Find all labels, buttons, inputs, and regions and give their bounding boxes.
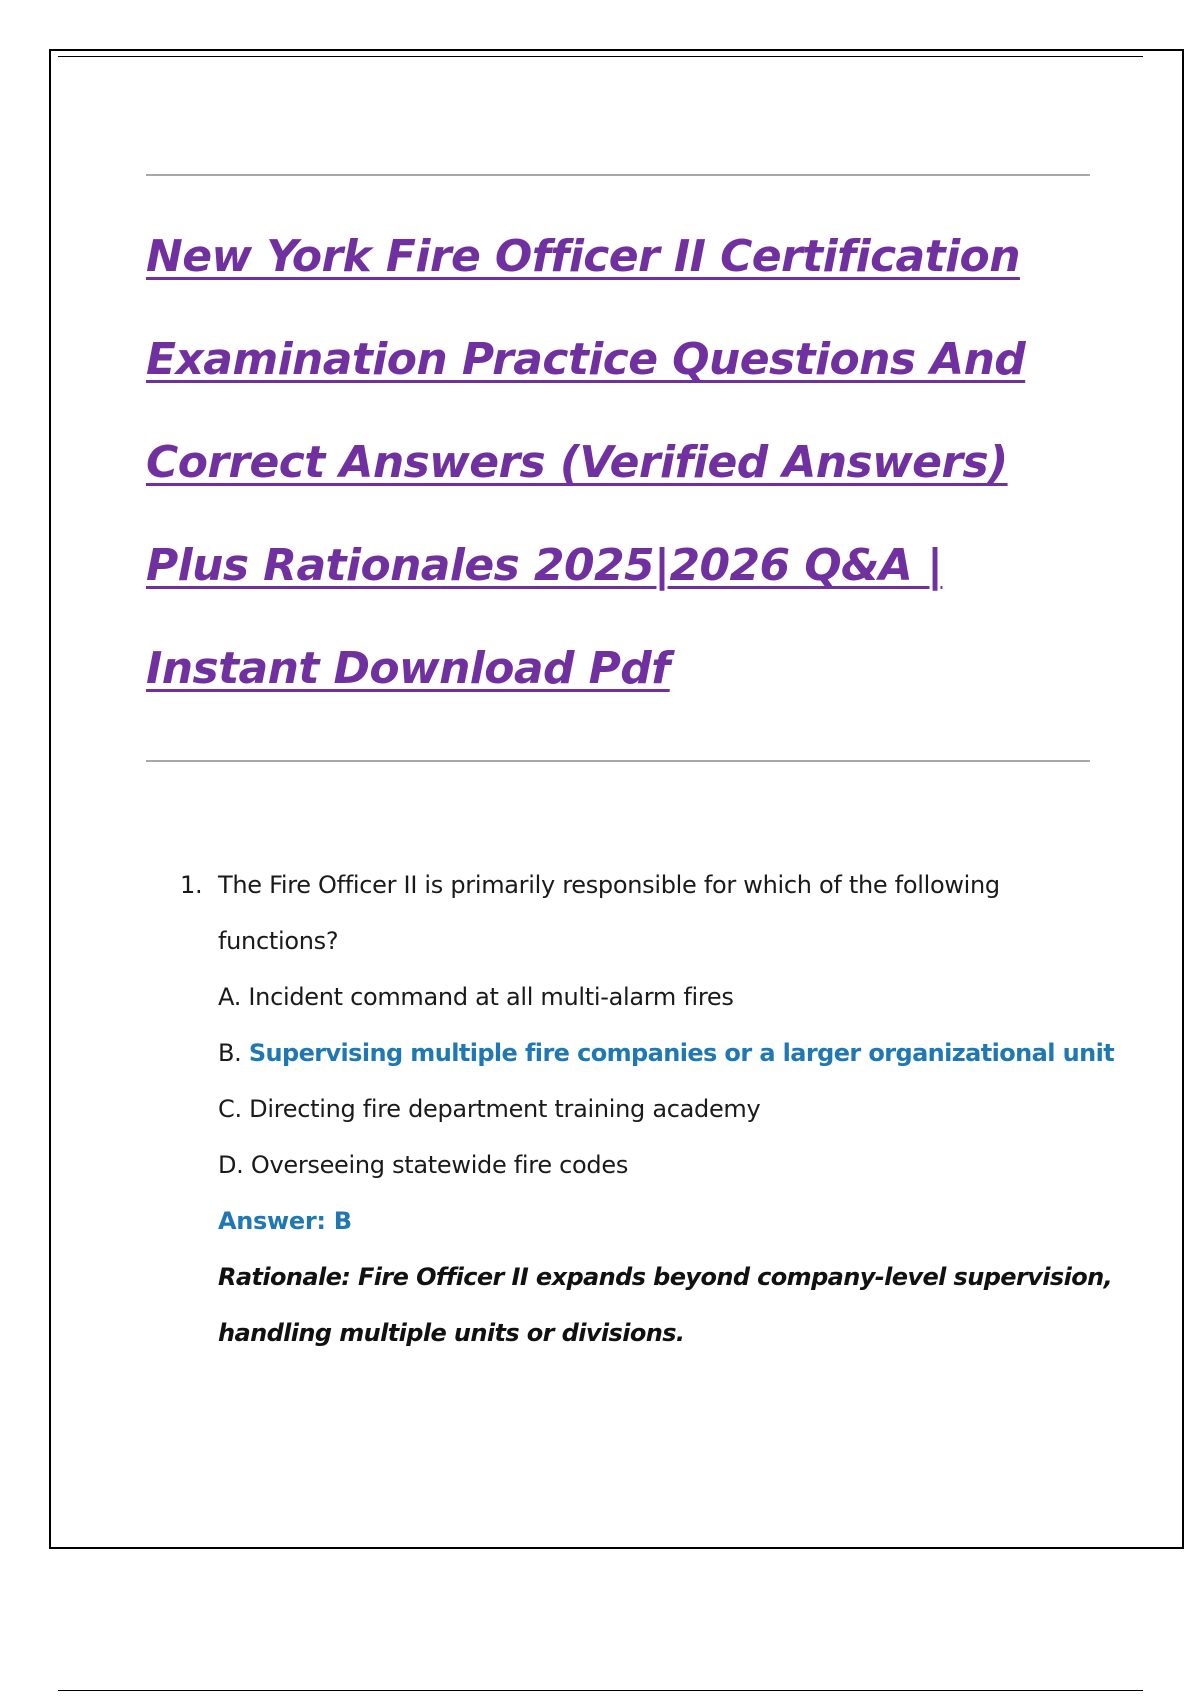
document-title: New York Fire Officer II Certification Examination Practice Questions And Correct Answers (Verified Answers) Plus Rationales 2025|2026 Q&A | Instant Download Pdf	[146, 231, 1026, 694]
question-stem-line-1	[180, 860, 1100, 916]
option-d	[180, 1140, 1100, 1196]
option-letter: C.	[218, 1095, 242, 1123]
question-stem-line-2: functions?	[218, 927, 339, 955]
title-top-divider	[146, 174, 1090, 176]
option-text: Incident command at all multi-alarm fires	[248, 983, 734, 1011]
answer-line: Answer: B	[218, 1207, 352, 1235]
rationale-line-1: Rationale: Fire Officer II expands beyond company-level supervision,	[218, 1263, 1113, 1291]
question-number: 1.	[180, 871, 203, 899]
title-bottom-divider	[146, 760, 1090, 762]
option-text: Overseeing statewide fire codes	[250, 1151, 629, 1179]
option-text: Directing fire department training academy	[249, 1095, 761, 1123]
option-a	[180, 972, 1100, 1028]
option-letter: D.	[218, 1151, 244, 1179]
question-text: The Fire Officer II is primarily responsible for which of the following	[218, 871, 1000, 899]
rationale-line-2: handling multiple units or divisions.	[218, 1319, 685, 1347]
option-letter: B.	[218, 1039, 242, 1067]
option-letter: A.	[218, 983, 242, 1011]
next-page-border-line	[58, 1690, 1143, 1691]
option-c	[180, 1084, 1100, 1140]
option-text-correct: Supervising multiple fire companies or a larger organizational unit	[248, 1039, 1115, 1067]
question-block	[180, 860, 1115, 1364]
page-border-inner-line	[58, 56, 1143, 57]
option-b	[180, 1028, 1115, 1084]
